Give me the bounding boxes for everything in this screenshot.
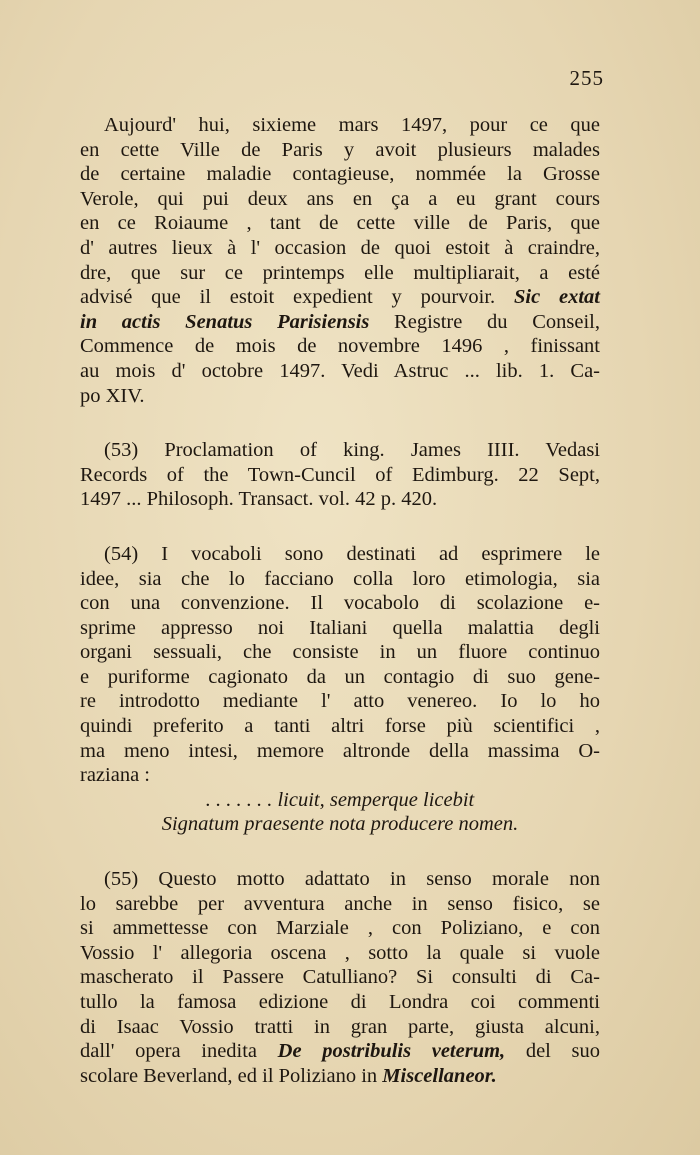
text-line: Records of the Town-Cuncil of Edimburg. 22 Sept,: [80, 463, 600, 486]
text-span: scolare Beverland, ed il Poliziano in: [80, 1064, 383, 1087]
text-line: dre, que sur ce printemps elle multipliarait, a esté: [80, 261, 600, 284]
text-line: [80, 285, 600, 310]
text-line: si ammettesse con Marziale , con Poliziano, e con: [80, 917, 600, 940]
text-line: mascherato il Passere Catulliano? Si consulti di Ca-: [80, 966, 600, 989]
text-line: [80, 1064, 600, 1089]
text-line: en cette Ville de Paris y avoit plusieurs malades: [80, 138, 600, 161]
text-line: en ce Roiaume , tant de cette ville de Paris, que: [80, 212, 600, 235]
verse-line: Signatum praesente nota producere nomen.: [161, 813, 519, 836]
text-line: organi sessuali, che consiste in un fluore continuo: [80, 641, 600, 664]
text-span: del suo: [505, 1040, 600, 1063]
page-number: 255: [569, 66, 604, 90]
text-line: Aujourd' hui, sixieme mars 1497, pour ce que: [104, 114, 600, 136]
text-line: (55) Questo motto adattato in senso morale non: [104, 868, 600, 891]
text-line: Verole, qui pui deux ans en ça a eu grant cours: [80, 187, 600, 210]
verse-line: . . . . . . . licuit, semperque licebit: [205, 788, 475, 811]
text-line: Commence de mois de novembre 1496 , finissant: [80, 335, 600, 358]
italic-span: De postribulis veterum,: [277, 1040, 506, 1063]
text-span: advisé que il estoit expedient y pourvoir.: [80, 286, 496, 309]
text-line: po XIV.: [80, 384, 145, 407]
text-line: Vossio l' allegoria oscena , sotto la quale si vuole: [80, 941, 600, 964]
italic-span: in actis Senatus Parisiensis: [80, 310, 370, 333]
text-line: quindi preferito a tanti altri forse più scientifici ,: [80, 715, 600, 738]
text-line: 1497 ... Philosoph. Transact. vol. 42 p. 420.: [80, 488, 438, 511]
text-line: di Isaac Vossio tratti in gran parte, giusta alcuni,: [80, 1015, 600, 1038]
spacer: [80, 837, 600, 867]
text-line: re introdotto mediante l' atto venereo. Io lo ho: [80, 690, 600, 713]
text-line: [80, 1039, 600, 1064]
text-line: (53) Proclamation of king. James IIII. Vedasi: [104, 439, 600, 462]
spacer: [80, 512, 600, 542]
text-span: Registre du Conseil,: [369, 310, 600, 333]
note-55: [80, 867, 600, 1088]
text-line: sprime appresso noi Italiani quella malattia degli: [80, 616, 600, 639]
text-line: idee, sia che lo facciano colla loro etimologia, sia: [80, 567, 600, 590]
text-line: lo sarebbe per avventura anche in senso fisico, se: [80, 892, 600, 915]
text-line: au mois d' octobre 1497. Vedi Astruc ... lib. 1. Ca-: [80, 359, 600, 382]
italic-span: Sic extat: [514, 286, 600, 309]
text-line: [80, 310, 600, 335]
page-text: [80, 113, 600, 1088]
text-line: (54) I vocaboli sono destinati ad esprimere le: [104, 542, 600, 565]
text-line: e puriforme cagionato da un contagio di suo gene-: [80, 665, 600, 688]
spacer: [80, 408, 600, 438]
note-53: [80, 438, 600, 512]
italic-span: Miscellaneor.: [382, 1064, 497, 1087]
paragraph-aujourdhui: [80, 113, 600, 408]
text-line: de certaine maladie contagieuse, nommée la Grosse: [80, 163, 600, 186]
text-line: ma meno intesi, memore altronde della massima O-: [80, 739, 600, 762]
text-line: con una convenzione. Il vocabolo di scolazione e-: [80, 592, 600, 615]
text-span: dall' opera inedita: [80, 1040, 278, 1063]
text-line: tullo la famosa edizione di Londra coi commenti: [80, 991, 600, 1013]
text-line: d' autres lieux à l' occasion de quoi estoit à craindre,: [80, 236, 600, 259]
text-line: raziana :: [80, 764, 150, 787]
note-54: [80, 542, 600, 837]
